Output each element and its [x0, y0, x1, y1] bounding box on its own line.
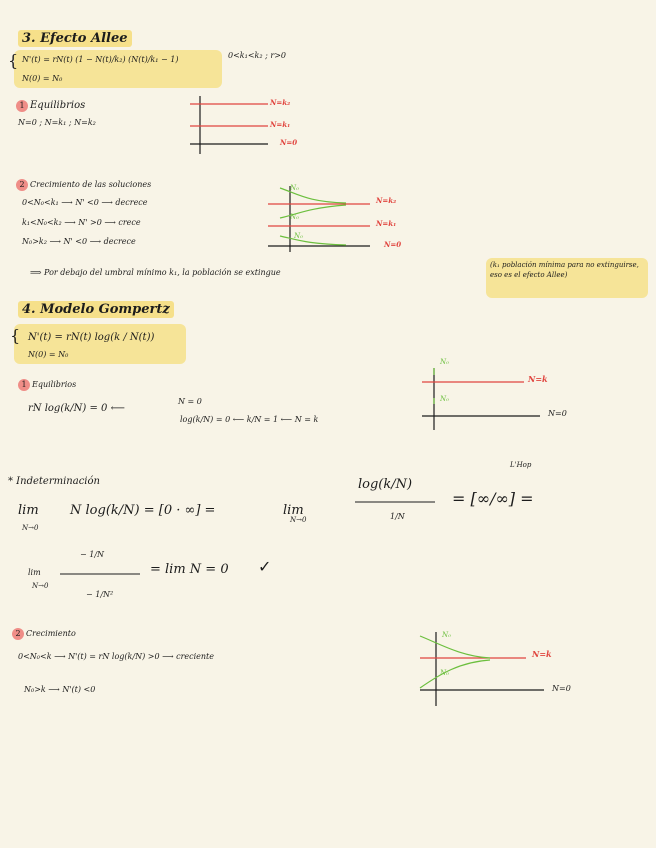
- gompertz-n0-lower: N₀: [440, 395, 449, 403]
- fraction2-denominator: − 1/N²: [86, 590, 114, 599]
- limit-subscript-2: N→0: [290, 516, 307, 524]
- n0-label-lower: N₀: [294, 232, 303, 240]
- allee-crecimiento-heading: 2 Crecimiento de las soluciones: [16, 179, 151, 191]
- growth-label-k: N=k: [532, 649, 552, 659]
- growth-n0-lower: N₀: [440, 669, 449, 677]
- step-number-badge: 2: [16, 179, 28, 191]
- growth-label-k1: N=k₁: [376, 219, 397, 228]
- step-number-badge: 1: [16, 100, 28, 112]
- step-number-badge: 1: [18, 379, 30, 391]
- fraction2-numerator: − 1/N: [80, 550, 105, 559]
- allee-condition: 0<k₁<k₂ ; r>0: [228, 51, 287, 60]
- limit-symbol-2: lim: [283, 503, 304, 518]
- allee-equilibrium-values: N=0 ; N=k₁ ; N=k₂: [18, 118, 96, 127]
- step-number-badge: 2: [12, 628, 24, 640]
- allee-equation: N'(t) = rN(t) (1 − N(t)/k₂) (N(t)/k₁ − 1): [22, 55, 179, 64]
- gompertz-equilibrium-equation: rN log(k/N) = 0 ⟵: [28, 403, 125, 414]
- allee-initial: N(0) = N₀: [22, 74, 63, 83]
- limit-result: = lim N = 0: [150, 562, 229, 577]
- fraction2-bar: [60, 572, 142, 576]
- fraction-numerator: log(k/N): [358, 477, 413, 492]
- n0-label-upper: N₀: [290, 184, 299, 192]
- limit-symbol-3: lim: [28, 568, 41, 577]
- gompertz-case-2: N₀>k ⟶ N'(t) <0: [24, 685, 96, 694]
- gompertz-equilibrios-heading: 1 Equilibrios: [18, 379, 76, 391]
- gompertz-equation: N'(t) = rN(t) log(k / N(t)): [28, 332, 155, 343]
- allee-case-2: k₁<N₀<k₂ ⟶ N' >0 ⟶ crece: [22, 218, 141, 227]
- system-brace: {: [8, 51, 19, 70]
- gompertz-n0-upper: N₀: [440, 358, 449, 366]
- allee-conclusion: ⟹ Por debajo del umbral mínimo k₁, la población se extingue: [30, 268, 281, 277]
- allee-equilibrios-heading: 1 Equilibrios: [16, 100, 85, 112]
- fraction-denominator: 1/N: [390, 512, 405, 521]
- lhopital-note: L'Hop: [510, 461, 532, 469]
- limit-symbol: lim: [18, 503, 39, 518]
- growth-n0-upper: N₀: [442, 631, 451, 639]
- label-n-k2: N=k₂: [270, 98, 291, 107]
- growth-label-0: N=0: [384, 240, 402, 249]
- limit-subscript-3: N→0: [32, 582, 49, 590]
- gompertz-branch-k: log(k/N) = 0 ⟵ k/N = 1 ⟵ N = k: [180, 415, 319, 424]
- n0-label-middle: N₀: [290, 213, 299, 221]
- gompertz-title: 4. Modelo Gompertz: [18, 303, 174, 318]
- gompertz-label-k: N=k: [528, 374, 548, 384]
- gompertz-initial: N(0) = N₀: [28, 350, 69, 359]
- gompertz-label-0: N=0: [548, 409, 567, 418]
- gompertz-growth-plot: [410, 630, 590, 710]
- gompertz-crecimiento-heading: 2 Crecimiento: [12, 628, 76, 640]
- check-icon: ✓: [258, 557, 272, 576]
- system-brace: {: [10, 326, 21, 345]
- indeterminacion-heading: * Indeterminación: [8, 476, 100, 487]
- growth-label-0: N=0: [552, 684, 571, 693]
- gompertz-case-1: 0<N₀<k ⟶ N'(t) = rN log(k/N) >0 ⟶ creciente: [18, 652, 215, 661]
- gompertz-branch-zero: N = 0: [178, 397, 202, 406]
- limit-expression: N log(k/N) = [0 · ∞] =: [70, 503, 216, 518]
- allee-title: 3. Efecto Allee: [18, 32, 132, 47]
- allee-case-1: 0<N₀<k₁ ⟶ N' <0 ⟶ decrece: [22, 198, 148, 207]
- growth-label-k2: N=k₂: [376, 196, 397, 205]
- allee-growth-plot: [268, 184, 388, 254]
- fraction-bar: [355, 500, 437, 504]
- limit-subscript: N→0: [22, 524, 39, 532]
- allee-note: (k₁ población mínima para no extinguirse, eso es el efecto Allee): [490, 261, 639, 280]
- allee-case-3: N₀>k₂ ⟶ N' <0 ⟶ decrece: [22, 237, 136, 246]
- label-n-0: N=0: [280, 138, 298, 147]
- label-n-k1: N=k₁: [270, 120, 291, 129]
- infinity-bracket: = [∞/∞] =: [452, 489, 534, 508]
